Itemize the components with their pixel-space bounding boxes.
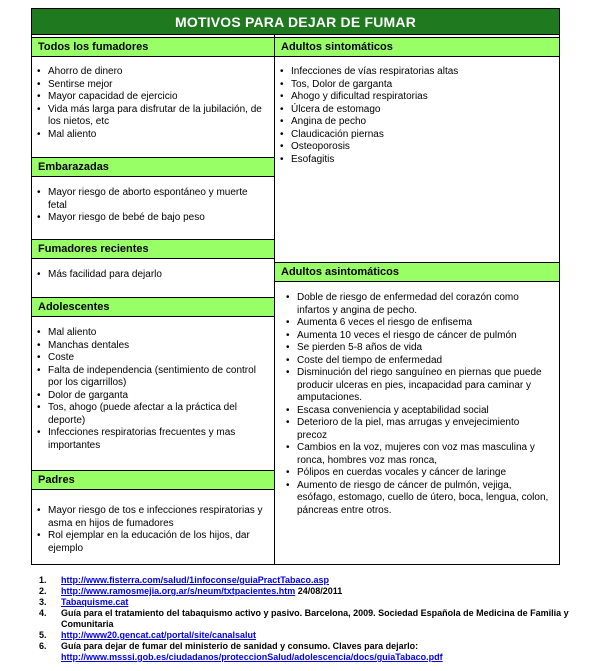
list-item: [37, 91, 267, 104]
reference-number: 5.: [39, 630, 47, 640]
list-item: [280, 66, 552, 79]
list-item: [280, 141, 552, 154]
list-item: [37, 427, 267, 452]
list-item: [286, 342, 552, 355]
bullet-icon: •: [37, 364, 41, 376]
list-item-text: Claudicación piernas: [291, 128, 384, 140]
bullet-icon: •: [37, 505, 41, 516]
bullet-icon: •: [37, 389, 41, 401]
bullet-icon: •: [37, 530, 41, 541]
list-item-text: Mal aliento: [48, 128, 97, 140]
bullet-icon: •: [280, 116, 284, 127]
list-item: [286, 467, 552, 480]
list-item-text: Úlcera de estomago: [291, 103, 381, 115]
list-item: [286, 405, 552, 418]
bullet-icon: •: [280, 103, 284, 115]
list-item: [37, 390, 267, 403]
list-item: [37, 66, 267, 79]
list-item: [286, 480, 552, 518]
bullet-icon: •: [37, 78, 41, 90]
reference-date: 24/08/2011: [295, 586, 343, 596]
list-item: [37, 352, 267, 365]
list-item-text: Aumenta 10 veces el riesgo de cáncer de pulmón: [297, 329, 517, 341]
bullet-icon: •: [286, 354, 290, 366]
bullet-icon: •: [37, 339, 41, 351]
list-item: [37, 340, 267, 353]
reference-number: 3.: [39, 597, 47, 607]
list-todos-fumadores: [37, 66, 267, 141]
list-item-text: Mal aliento: [48, 327, 97, 338]
bullet-icon: •: [280, 153, 284, 165]
bullet-icon: •: [286, 317, 290, 328]
header-adolescentes: Adolescentes: [32, 297, 274, 317]
list-fumadores-recientes: [37, 269, 267, 282]
header-padres: Padres: [32, 470, 274, 490]
motivos-table: [31, 8, 560, 565]
list-item-text: Infecciones respiratorias frecuentes y mas importantes: [48, 427, 236, 451]
bullet-icon: •: [37, 427, 41, 438]
list-item-text: Tos, Dolor de garganta: [291, 78, 393, 90]
reference-text: Guía para el tratamiento del tabaquismo activo y pasivo. Barcelona, 2009. Sociedad Española de Medicina de Familia y Comunitaria: [61, 608, 569, 629]
reference-link[interactable]: http://www.fisterra.com/salud/1infoconse/guiaPractTabaco.asp: [61, 575, 330, 585]
bullet-icon: •: [286, 467, 290, 478]
list-item: [37, 187, 267, 212]
bullet-icon: •: [280, 66, 284, 77]
list-item-text: Osteoporosis: [291, 141, 350, 152]
list-item: [280, 104, 552, 117]
list-item-text: Vida más larga para disfrutar de la jubilación, de los nietos, etc: [48, 103, 262, 127]
bullet-icon: •: [280, 128, 284, 140]
list-item-text: Falta de independencia (sentimiento de control por los cigarrillos): [48, 364, 256, 388]
list-item: [286, 355, 552, 368]
list-item: [286, 292, 552, 317]
header-adultos-sintomaticos: Adultos sintomáticos: [275, 37, 559, 57]
list-item-text: Dolor de garganta: [48, 389, 129, 401]
list-item-text: Ahogo y dificultad respiratorias: [291, 91, 428, 102]
list-item: [37, 212, 267, 225]
bullet-icon: •: [37, 66, 41, 77]
bullet-icon: •: [286, 292, 290, 303]
list-adultos-sintomaticos: [280, 66, 552, 166]
list-item: [280, 129, 552, 142]
list-padres: [37, 505, 267, 555]
reference-number: 2.: [39, 586, 47, 596]
bullet-icon: •: [37, 128, 41, 140]
bullet-icon: •: [37, 103, 41, 115]
list-item: [286, 317, 552, 330]
list-item-text: Manchas dentales: [48, 339, 130, 351]
bullet-icon: •: [37, 187, 41, 198]
list-item-text: Mayor riesgo de bebé de bajo peso: [48, 212, 205, 223]
reference-number: 4.: [39, 608, 47, 618]
bullet-icon: •: [286, 404, 290, 416]
list-item-text: Deterioro de la piel, mas arrugas y envejecimiento precoz: [297, 417, 520, 441]
header-adultos-asintomaticos: Adultos asintomáticos: [275, 262, 559, 282]
list-item-text: Mayor riesgo de tos e infecciones respiratorias y asma en hijos de fumadores: [48, 505, 263, 529]
bullet-icon: •: [280, 78, 284, 90]
bullet-icon: •: [280, 91, 284, 102]
list-item: [37, 327, 267, 340]
list-item-text: Se pierden 5-8 años de vida: [297, 342, 423, 353]
list-item-text: Cambios en la voz, mujeres con voz mas masculina y ronca, hombres voz mas ronca,: [297, 442, 535, 466]
bullet-icon: •: [37, 327, 41, 338]
list-item-text: Aumento de riesgo de cáncer de pulmón, vejiga, esófago, estomago, cuello de útero, boca, lengua, colon, páncreas entre otros.: [297, 479, 549, 516]
reference-text: Guía para dejar de fumar del ministerio de sanidad y consumo. Claves para dejarlo:: [61, 641, 419, 651]
list-item: [280, 154, 552, 167]
list-embarazadas: [37, 187, 267, 225]
list-adolescentes: [37, 327, 267, 452]
header-embarazadas: Embarazadas: [32, 157, 274, 177]
bullet-icon: •: [37, 402, 41, 413]
list-item: [286, 442, 552, 467]
list-item: [37, 402, 267, 427]
list-item-text: Esofagitis: [291, 153, 335, 165]
list-item: [280, 91, 552, 104]
list-item: [280, 79, 552, 92]
list-item-text: Angina de pecho: [291, 116, 367, 127]
list-item: [280, 116, 552, 129]
reference-item: [39, 608, 569, 630]
list-item-text: Mayor riesgo de aborto espontáneo y muerte fetal: [48, 187, 248, 211]
bullet-icon: •: [286, 342, 290, 353]
list-item: [286, 330, 552, 343]
list-item: [37, 104, 267, 129]
list-item-text: Coste: [48, 352, 75, 363]
reference-number: 6.: [39, 641, 47, 651]
bullet-icon: •: [286, 442, 290, 453]
reference-item: [39, 575, 569, 586]
list-item: [37, 365, 267, 390]
bullet-icon: •: [286, 329, 290, 341]
list-item-text: Escasa conveniencia y aceptabilidad social: [297, 404, 489, 416]
list-item-text: Tos, ahogo (puede afectar a la práctica del deporte): [48, 402, 238, 426]
list-item: [37, 129, 267, 142]
bullet-icon: •: [280, 141, 284, 152]
references: [39, 575, 569, 663]
list-item-text: Ahorro de dinero: [48, 66, 123, 77]
reference-link[interactable]: http://www.msssi.gob.es/ciudadanos/proteccionSalud/adolescencia/docs/guiaTabaco.pdf: [61, 652, 443, 662]
reference-link[interactable]: http://www.ramosmejia.org.ar/s/neum/txtpacientes.htm: [61, 586, 296, 596]
reference-item: [39, 630, 569, 641]
list-item-text: Mayor capacidad de ejercicio: [48, 91, 178, 102]
column-divider: [274, 35, 275, 564]
header-todos-fumadores: Todos los fumadores: [32, 37, 274, 57]
bullet-icon: •: [37, 269, 41, 280]
list-item: [286, 367, 552, 405]
list-adultos-asintomaticos: [286, 292, 552, 517]
list-item-text: Doble de riesgo de enfermedad del corazón como infartos y angina de pecho.: [297, 292, 519, 316]
list-item-text: Coste del tiempo de enfermedad: [297, 354, 443, 366]
list-item-text: Sentirse mejor: [48, 78, 113, 90]
bullet-icon: •: [286, 479, 290, 491]
list-item: [37, 505, 267, 530]
list-item: [286, 417, 552, 442]
list-item-text: Rol ejemplar en la educación de los hijos, dar ejemplo: [48, 530, 250, 554]
table-title: MOTIVOS PARA DEJAR DE FUMAR: [32, 9, 559, 35]
reference-item: [39, 597, 569, 608]
list-item-text: Infecciones de vías respiratorias altas: [291, 66, 459, 77]
header-fumadores-recientes: Fumadores recientes: [32, 239, 274, 259]
bullet-icon: •: [37, 212, 41, 223]
bullet-icon: •: [37, 352, 41, 363]
list-item-text: Más facilidad para dejarlo: [48, 269, 162, 280]
bullet-icon: •: [286, 417, 290, 428]
reference-item: [39, 641, 569, 663]
list-item-text: Aumenta 6 veces el riesgo de enfisema: [297, 317, 473, 328]
reference-item: [39, 586, 569, 597]
list-item: [37, 269, 267, 282]
list-item: [37, 79, 267, 92]
list-item-text: Disminución del riego sanguíneo en piernas que puede producir ulceras en pies, incapacidad para caminar y amputaciones.: [297, 367, 542, 403]
reference-link[interactable]: Tabaquisme.cat: [61, 597, 129, 607]
bullet-icon: •: [37, 91, 41, 102]
list-item: [37, 530, 267, 555]
reference-link[interactable]: http://www20.gencat.cat/portal/site/canalsalut: [61, 630, 257, 640]
reference-number: 1.: [39, 575, 47, 585]
bullet-icon: •: [286, 367, 290, 378]
list-item-text: Pólipos en cuerdas vocales y cáncer de laringe: [297, 467, 507, 478]
